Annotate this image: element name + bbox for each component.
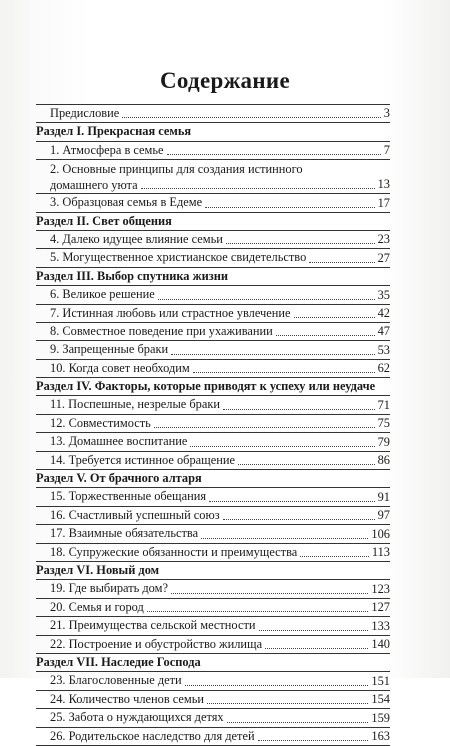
entry-title: 5. Могущественное христианское свидетельство [50, 250, 307, 265]
page-number: 113 [371, 544, 390, 559]
section-title: Раздел VII. Наследие Господа [36, 654, 201, 669]
page-number: 35 [377, 287, 390, 302]
page-number: 163 [371, 728, 390, 743]
toc-section-heading [36, 267, 390, 285]
entry-title: 15. Торжественные обещания [50, 489, 207, 504]
toc-entry [36, 451, 390, 469]
page-number: 97 [377, 508, 390, 523]
toc-entry [36, 543, 390, 561]
entry-title: 9. Запрещенные браки [50, 342, 169, 357]
toc-section-heading [36, 122, 390, 140]
section-title: Раздел VI. Новый дом [36, 562, 160, 577]
entry-title: 3. Образцовая семья в Едеме [50, 195, 203, 210]
toc-entry [36, 524, 390, 542]
dot-leader [193, 372, 375, 373]
page-number: 140 [371, 636, 390, 651]
dot-leader [223, 409, 375, 410]
entry-title: 17. Взаимные обязательства [50, 526, 199, 541]
page-number: 159 [371, 710, 390, 725]
section-title: Раздел IV. Факторы, которые приводят к успеху или неудаче [36, 379, 376, 394]
dot-leader [158, 299, 375, 300]
dot-leader [309, 262, 374, 263]
page-number: 7 [383, 143, 390, 158]
toc-section-heading [36, 469, 390, 487]
page-number: 75 [377, 416, 390, 431]
entry-title: 21. Преимущества сельской местности [50, 618, 256, 633]
dot-leader [190, 446, 374, 447]
entry-title: 10. Когда совет необходим [50, 360, 190, 375]
toc-entry [36, 506, 390, 524]
toc-section-heading [36, 653, 390, 671]
dot-leader [258, 740, 369, 741]
dot-leader [227, 722, 369, 723]
entry-title: 6. Великое решение [50, 287, 155, 302]
toc-entry [36, 598, 390, 616]
toc-section-heading [36, 561, 390, 579]
page-number: 123 [371, 581, 390, 596]
entry-title: 18. Супружеские обязанности и преимущества [50, 544, 298, 559]
entry-title: 25. Забота о нуждающихся детях [50, 710, 224, 725]
toc-entry [36, 414, 390, 432]
page-number: 13 [377, 177, 390, 192]
toc-entry [36, 487, 390, 505]
page-number: 62 [377, 361, 390, 376]
toc-entry [36, 159, 390, 193]
entry-title: 20. Семья и город [50, 599, 144, 614]
entry-title: 11. Поспешные, незрелые браки [50, 397, 221, 412]
page-number: 3 [383, 106, 390, 121]
dot-leader [265, 648, 368, 649]
entry-title: Предисловие [50, 106, 120, 120]
toc-entry [36, 708, 390, 726]
dot-leader [300, 556, 369, 557]
dot-leader [207, 703, 368, 704]
dot-leader [276, 335, 375, 336]
entry-title: 12. Совместимость [50, 415, 151, 430]
table-of-contents [36, 104, 390, 746]
dot-leader [223, 519, 375, 520]
page-number: 133 [371, 618, 390, 633]
toc-entry [36, 432, 390, 450]
entry-title: 23. Благословенные дети [50, 673, 182, 688]
section-title: Раздел V. От брачного алтаря [36, 471, 202, 486]
page-number: 151 [371, 673, 390, 688]
entry-title: 2. Основные принципы для создания истинного домашнего уюта [50, 162, 303, 193]
entry-title: 13. Домашнее воспитание [50, 434, 188, 449]
toc-entry [36, 285, 390, 303]
page-number: 79 [377, 434, 390, 449]
page-number: 106 [371, 526, 390, 541]
toc-entry [36, 141, 390, 159]
section-title: Раздел II. Свет общения [36, 213, 172, 228]
toc-entry [36, 193, 390, 211]
toc-section-heading [36, 377, 390, 395]
entry-title: 16. Счастливый успешный союз [50, 507, 220, 522]
dot-leader [171, 354, 374, 355]
toc-entry [36, 248, 390, 266]
section-title: Раздел III. Выбор спутника жизни [36, 268, 228, 283]
dot-leader [259, 630, 369, 631]
dot-leader [141, 188, 375, 189]
page-number: 71 [377, 397, 390, 412]
section-title: Раздел I. Прекрасная семья [36, 124, 192, 139]
toc-entry [36, 671, 390, 689]
entry-title: 7. Истинная любовь или страстное увлечение [50, 305, 291, 320]
dot-leader [238, 464, 375, 465]
dot-leader [209, 501, 375, 502]
page-number: 86 [377, 453, 390, 468]
toc-entry [36, 322, 390, 340]
page-number: 154 [371, 692, 390, 707]
page-number: 127 [371, 600, 390, 615]
toc-section-heading [36, 212, 390, 230]
toc-entry [36, 340, 390, 358]
toc-entry [36, 104, 390, 122]
entry-title: 19. Где выбирать дом? [50, 581, 168, 596]
page-number: 91 [377, 489, 390, 504]
dot-leader [167, 154, 381, 155]
toc-entry [36, 230, 390, 248]
page-number: 42 [377, 305, 390, 320]
dot-leader [171, 593, 368, 594]
entry-title: 14. Требуется истинное обращение [50, 452, 235, 467]
entry-title: 8. Совместное поведение при ухаживании [50, 323, 273, 338]
dot-leader [185, 685, 369, 686]
dot-leader [205, 207, 374, 208]
toc-entry [36, 635, 390, 653]
dot-leader [154, 427, 375, 428]
toc-entry [36, 304, 390, 322]
dot-leader [294, 317, 375, 318]
toc-entry [36, 395, 390, 413]
entry-title: 26. Родительское наследство для детей [50, 728, 255, 743]
toc-entry [36, 690, 390, 708]
entry-title: 4. Далеко идущее влияние семьи [50, 231, 223, 246]
dot-leader [201, 538, 368, 539]
page-number: 53 [377, 342, 390, 357]
dot-leader [147, 611, 369, 612]
toc-entry [36, 727, 390, 745]
page-title: Содержание [160, 68, 290, 93]
page-number: 27 [377, 250, 390, 265]
page-number: 23 [377, 232, 390, 247]
page-number: 47 [377, 324, 390, 339]
page-number: 17 [377, 195, 390, 210]
entry-title: 22. Построение и обустройство жилища [50, 636, 263, 651]
toc-entry [36, 616, 390, 634]
entry-title: 24. Количество членов семьи [50, 691, 205, 706]
toc-entry [36, 579, 390, 597]
dot-leader [122, 117, 381, 118]
entry-title: 1. Атмосфера в семье [50, 142, 164, 157]
dot-leader [226, 243, 375, 244]
toc-entry [36, 359, 390, 377]
